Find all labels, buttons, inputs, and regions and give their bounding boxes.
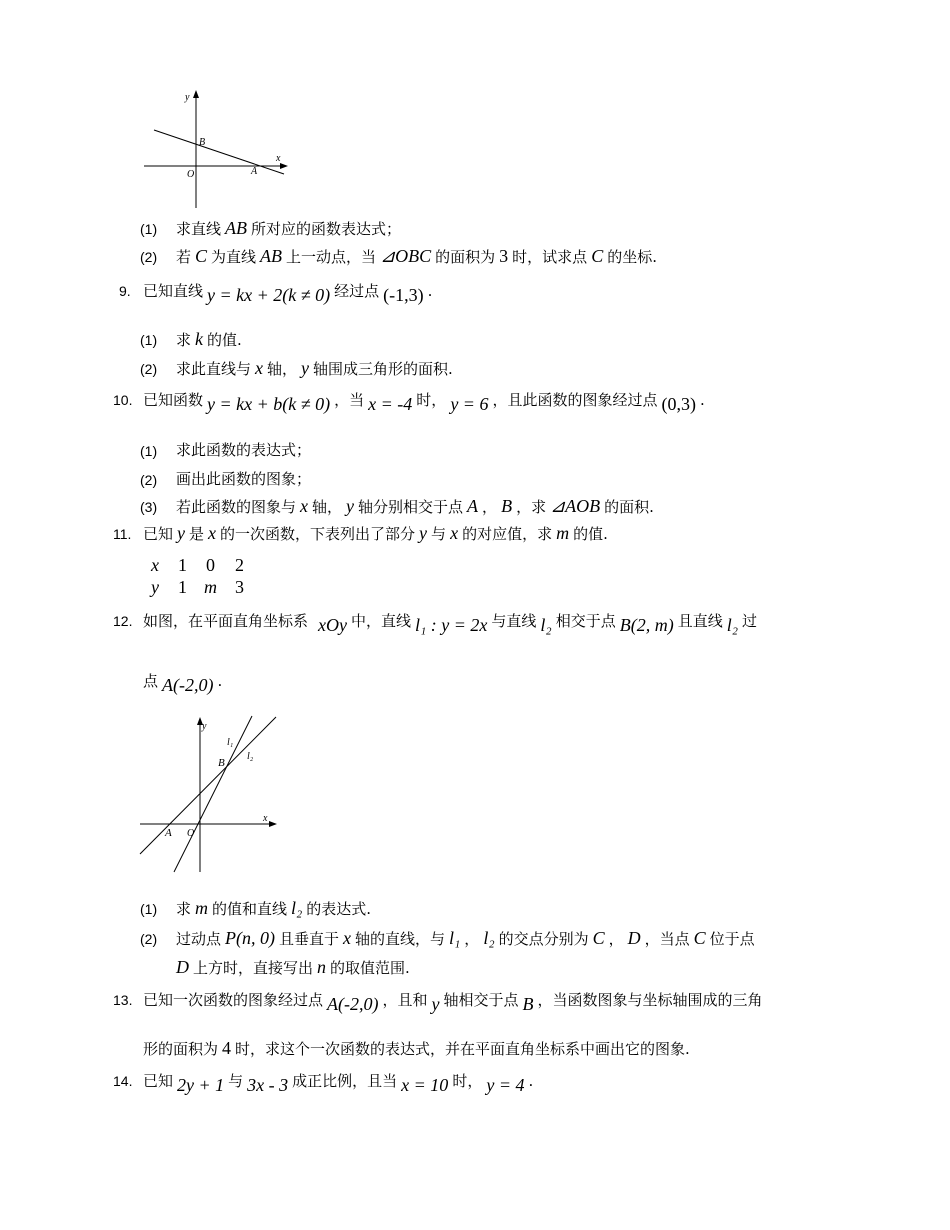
label-l1: l₁ (227, 737, 234, 748)
q11-number: 11. (113, 526, 132, 542)
q12-stem-line2: 点 A(-2,0) . (143, 672, 223, 695)
label-b: B (199, 137, 206, 148)
q10-sub3: 若此函数的图象与 x 轴， y 轴分别相交于点 A ， B ，求 ⊿AOB 的面积. (176, 496, 654, 516)
label-x: x (276, 153, 281, 164)
q12-sub2-line2: D 上方时，直接写出 n 的取值范围. (176, 957, 410, 977)
figure-line-ab (140, 88, 290, 210)
table-cell: 2 (235, 555, 244, 575)
q9-sub1-number: (1) (140, 332, 158, 348)
q10-stem: 已知函数 y = kx + b(k ≠ 0) ，当 x = -4 时， y = 6 ，且此函数的图象经过点 (0,3) . (143, 391, 705, 414)
label-a: A (251, 166, 258, 177)
table-cell: y (151, 577, 159, 597)
label-x: x (263, 813, 268, 824)
q11-stem: 已知 y 是 x 的一次函数，下表列出了部分 y 与 x 的对应值，求 m 的值. (143, 523, 608, 543)
q9-sub2-number: (2) (140, 361, 158, 377)
table-cell: 0 (206, 555, 215, 575)
label-y: y (202, 721, 207, 732)
q9-number: 9. (119, 283, 131, 299)
table-cell: 1 (178, 577, 187, 597)
q10-sub2: 画出此函数的图象； (176, 470, 312, 488)
q12-sub2-number: (2) (140, 931, 158, 947)
q13-stem-line2: 形的面积为 4 时，求这个一次函数的表达式，并在平面直角坐标系中画出它的图象. (143, 1038, 690, 1058)
line-ab (154, 130, 284, 174)
q9-sub2: 求此直线与 x 轴， y 轴围成三角形的面积. (176, 358, 453, 378)
line-l2 (140, 717, 276, 854)
label-l2: l₂ (247, 751, 254, 762)
q10-sub1: 求此函数的表达式； (176, 441, 312, 459)
q10-number: 10. (113, 392, 133, 408)
label-a: A (165, 827, 172, 839)
q14-number: 14. (113, 1073, 133, 1089)
q8-sub2: 若 C 为直线 AB 上一动点，当 ⊿OBC 的面积为 3 时，试求点 C 的坐标. (176, 246, 657, 266)
q13-stem: 已知一次函数的图象经过点 A(-2,0) ，且和 y 轴相交于点 B ，当函数图象与坐标轴围成的三角 (143, 991, 763, 1014)
line-l1 (174, 716, 252, 872)
label-y: y (185, 92, 190, 103)
table-cell: 3 (235, 577, 244, 597)
table-cell: 1 (178, 555, 187, 575)
q8-sub1: 求直线 AB 所对应的函数表达式； (176, 218, 402, 238)
q10-sub1-number: (1) (140, 443, 158, 459)
x-axis-arrow (280, 163, 288, 169)
q10-sub2-number: (2) (140, 472, 158, 488)
q13-number: 13. (113, 992, 133, 1008)
label-o: O (187, 169, 195, 180)
q9-stem: 已知直线 y = kx + 2(k ≠ 0) 经过点 (-1,3) . (143, 282, 433, 305)
table-cell: x (151, 555, 159, 575)
q9-sub1: 求 k 的值. (176, 329, 242, 349)
x-axis-arrow (269, 821, 277, 827)
label-b: B (218, 757, 225, 769)
q12-sub2: 过动点 P(n, 0) 且垂直于 x 轴的直线，与 l₁ ， l₂ 的交点分别为 C ， D ，当点 C 位于点 (176, 928, 755, 948)
label-o: O (187, 828, 195, 839)
q12-stem: 如图，在平面直角坐标系 xOy 中，直线 l₁ : y = 2x 与直线 l₂ 相交于点 B(2, m) 且直线 l₂ 过 (143, 612, 757, 635)
q12-sub1: 求 m 的值和直线 l₂ 的表达式. (176, 898, 372, 918)
table-cell: m (204, 577, 217, 597)
q12-number: 12. (113, 613, 133, 629)
q14-stem: 已知 2y + 1 与 3x - 3 成正比例，且当 x = 10 时， y = 4 . (143, 1072, 534, 1095)
q8-sub2-number: (2) (140, 249, 158, 265)
y-axis-arrow (193, 90, 199, 98)
q8-sub1-number: (1) (140, 221, 158, 237)
figure-lines-l1-l2 (138, 714, 280, 874)
q10-sub3-number: (3) (140, 499, 158, 515)
q12-sub1-number: (1) (140, 901, 158, 917)
